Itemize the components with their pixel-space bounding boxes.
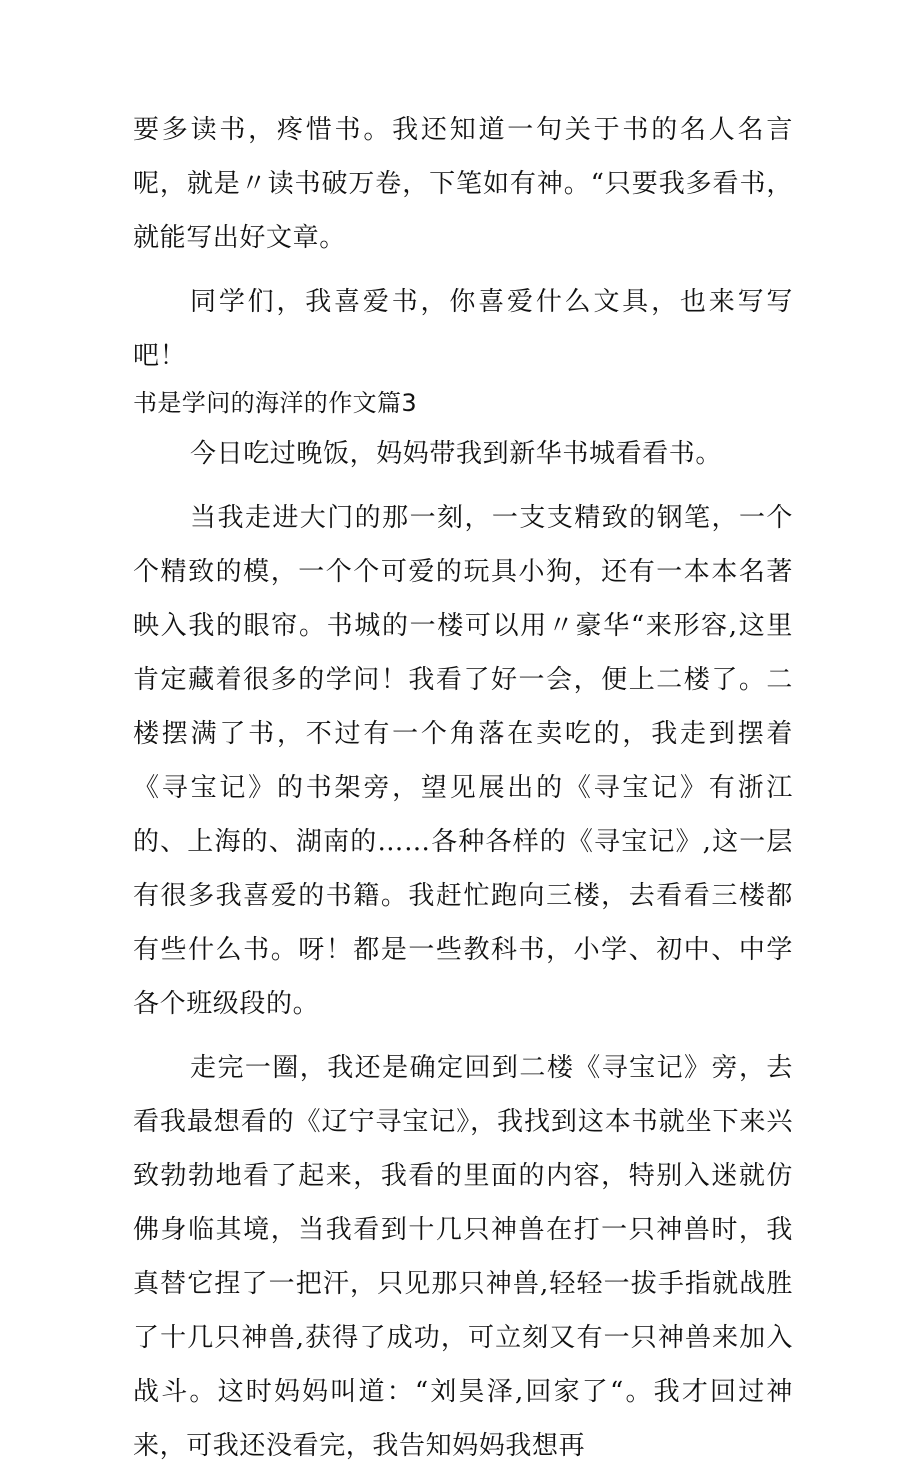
paragraph-5: 走完一圈，我还是确定回到二楼《寻宝记》旁，去看我最想看的《辽宁寻宝记》，我找到这本书就坐下来兴致勃勃地看了起来，我看的里面的内容，特别入迷就仿佛身临其境，当我看到十几只神兽在打一只神兽时，我真替它捏了一把汗，只见那只神兽,轻轻一拔手指就战胜了十几只神兽,获得了成功，可立刻又有一只神兽来加入战斗。这时妈妈叫道：“刘昊泽,回家了“。我才回过神来，可我还没看完，我告知妈妈我想再 bbox=[133, 1053, 793, 1461]
paragraph-3: 今日吃过晚饭，妈妈带我到新华书城看看书。 bbox=[190, 439, 723, 469]
section-heading: 书是学问的海洋的作文篇3 bbox=[133, 389, 418, 417]
paragraph-1: 要多读书，疼惜书。我还知道一句关于书的名人名言呢，就是〃读书破万卷，下笔如有神。“只要我多看书，就能写出好文章。 bbox=[133, 115, 793, 253]
paragraph-2: 同学们，我喜爱书，你喜爱什么文具，也来写写吧！ bbox=[133, 287, 793, 371]
document-body bbox=[133, 103, 793, 1483]
paragraph-4: 当我走进大门的那一刻，一支支精致的钢笔，一个个精致的模，一个个可爱的玩具小狗，还有一本本名著映入我的眼帘。书城的一楼可以用〃豪华“来形容,这里肯定藏着很多的学问！我看了好一会，便上二楼了。二楼摆满了书，不过有一个角落在卖吃的，我走到摆着《寻宝记》的书架旁，望见展出的《寻宝记》有浙江的、上海的、湖南的……各种各样的《寻宝记》,这一层有很多我喜爱的书籍。我赶忙跑向三楼，去看看三楼都有些什么书。呀！都是一些教科书，小学、初中、中学各个班级段的。 bbox=[133, 503, 793, 1019]
